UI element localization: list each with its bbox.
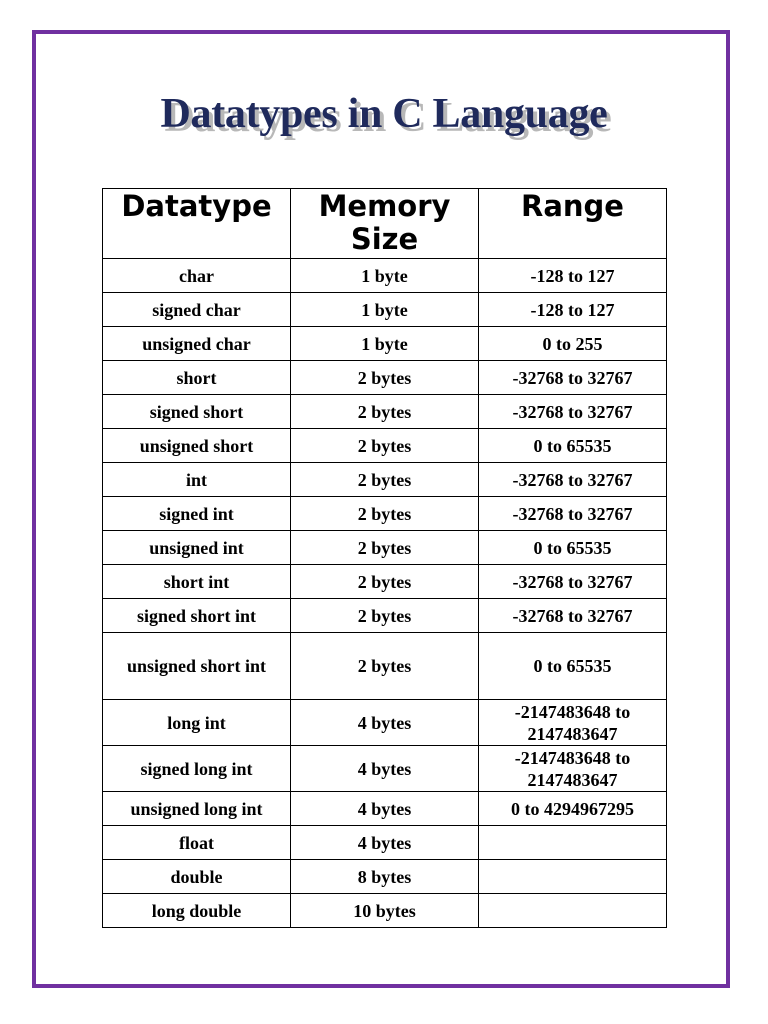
cell-range: 0 to 255: [479, 327, 667, 361]
cell-datatype: float: [103, 826, 291, 860]
cell-range: -32768 to 32767: [479, 599, 667, 633]
cell-datatype: long double: [103, 894, 291, 928]
cell-range: -2147483648 to 2147483647: [479, 700, 667, 746]
cell-range: 0 to 65535: [479, 633, 667, 700]
table-row: [103, 429, 667, 463]
cell-datatype: signed short int: [103, 599, 291, 633]
cell-size: 4 bytes: [291, 826, 479, 860]
cell-range: -2147483648 to 2147483647: [479, 746, 667, 792]
cell-size: 2 bytes: [291, 565, 479, 599]
cell-range: 0 to 65535: [479, 429, 667, 463]
cell-size: 4 bytes: [291, 746, 479, 792]
cell-datatype: unsigned short: [103, 429, 291, 463]
table-row: [103, 746, 667, 792]
table-row: [103, 497, 667, 531]
cell-size: 2 bytes: [291, 361, 479, 395]
header-range: Range: [479, 189, 667, 259]
cell-size: 2 bytes: [291, 599, 479, 633]
cell-range: 0 to 65535: [479, 531, 667, 565]
cell-range: -32768 to 32767: [479, 565, 667, 599]
table-row: [103, 826, 667, 860]
cell-range: -32768 to 32767: [479, 497, 667, 531]
table-row: [103, 259, 667, 293]
cell-datatype: signed long int: [103, 746, 291, 792]
cell-datatype: signed int: [103, 497, 291, 531]
table-row: [103, 894, 667, 928]
table-row: [103, 327, 667, 361]
cell-size: 10 bytes: [291, 894, 479, 928]
cell-size: 8 bytes: [291, 860, 479, 894]
cell-range: [479, 826, 667, 860]
cell-range: 0 to 4294967295: [479, 792, 667, 826]
header-memory-size: Memory Size: [291, 189, 479, 259]
table-row: [103, 599, 667, 633]
cell-range: -32768 to 32767: [479, 463, 667, 497]
cell-size: 2 bytes: [291, 531, 479, 565]
table-row: [103, 531, 667, 565]
cell-range: -128 to 127: [479, 259, 667, 293]
cell-size: 2 bytes: [291, 633, 479, 700]
table-row: [103, 860, 667, 894]
cell-datatype: char: [103, 259, 291, 293]
table-row: [103, 633, 667, 700]
cell-datatype: unsigned char: [103, 327, 291, 361]
table-row: [103, 361, 667, 395]
cell-size: 2 bytes: [291, 497, 479, 531]
table-header-row: [103, 189, 667, 259]
table-row: [103, 293, 667, 327]
cell-size: 4 bytes: [291, 792, 479, 826]
cell-range: [479, 860, 667, 894]
cell-size: 2 bytes: [291, 463, 479, 497]
cell-size: 2 bytes: [291, 395, 479, 429]
cell-datatype: double: [103, 860, 291, 894]
cell-size: 2 bytes: [291, 429, 479, 463]
table-row: [103, 463, 667, 497]
table-row: [103, 395, 667, 429]
table-row: [103, 700, 667, 746]
cell-range: -32768 to 32767: [479, 361, 667, 395]
cell-range: [479, 894, 667, 928]
cell-size: 4 bytes: [291, 700, 479, 746]
cell-datatype: short: [103, 361, 291, 395]
cell-range: -32768 to 32767: [479, 395, 667, 429]
table-row: [103, 565, 667, 599]
cell-datatype: long int: [103, 700, 291, 746]
cell-datatype: unsigned long int: [103, 792, 291, 826]
cell-range: -128 to 127: [479, 293, 667, 327]
cell-size: 1 byte: [291, 259, 479, 293]
page-title: Datatypes in C Language: [160, 91, 608, 137]
cell-datatype: signed char: [103, 293, 291, 327]
datatypes-table: [102, 188, 667, 928]
cell-datatype: unsigned short int: [103, 633, 291, 700]
cell-datatype: signed short: [103, 395, 291, 429]
cell-datatype: short int: [103, 565, 291, 599]
cell-size: 1 byte: [291, 293, 479, 327]
cell-datatype: int: [103, 463, 291, 497]
header-datatype: Datatype: [103, 189, 291, 259]
cell-datatype: unsigned int: [103, 531, 291, 565]
cell-size: 1 byte: [291, 327, 479, 361]
table-row: [103, 792, 667, 826]
